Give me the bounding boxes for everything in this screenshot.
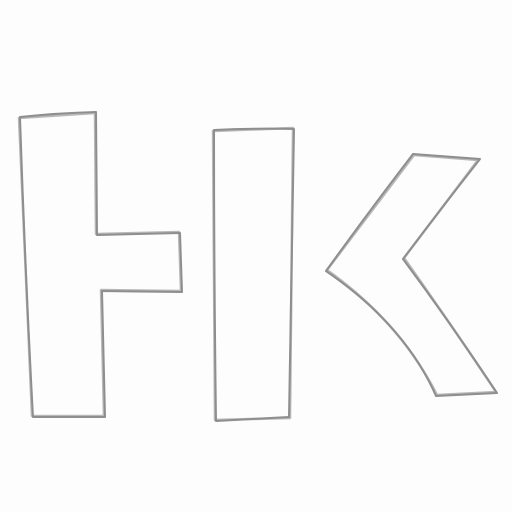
shape-angle-bracket [326, 154, 497, 396]
shape-t-rotated [19, 112, 182, 417]
shape-t-rotated-outline [20, 112, 182, 417]
shape-vertical-bar-outline-light [213, 128, 293, 420]
shape-angle-bracket-outline [326, 154, 497, 396]
shape-vertical-bar [213, 128, 294, 421]
shape-vertical-bar-outline [214, 129, 294, 421]
shape-angle-bracket-outline-light [327, 155, 496, 395]
shape-t-rotated-outline-light [19, 113, 181, 416]
